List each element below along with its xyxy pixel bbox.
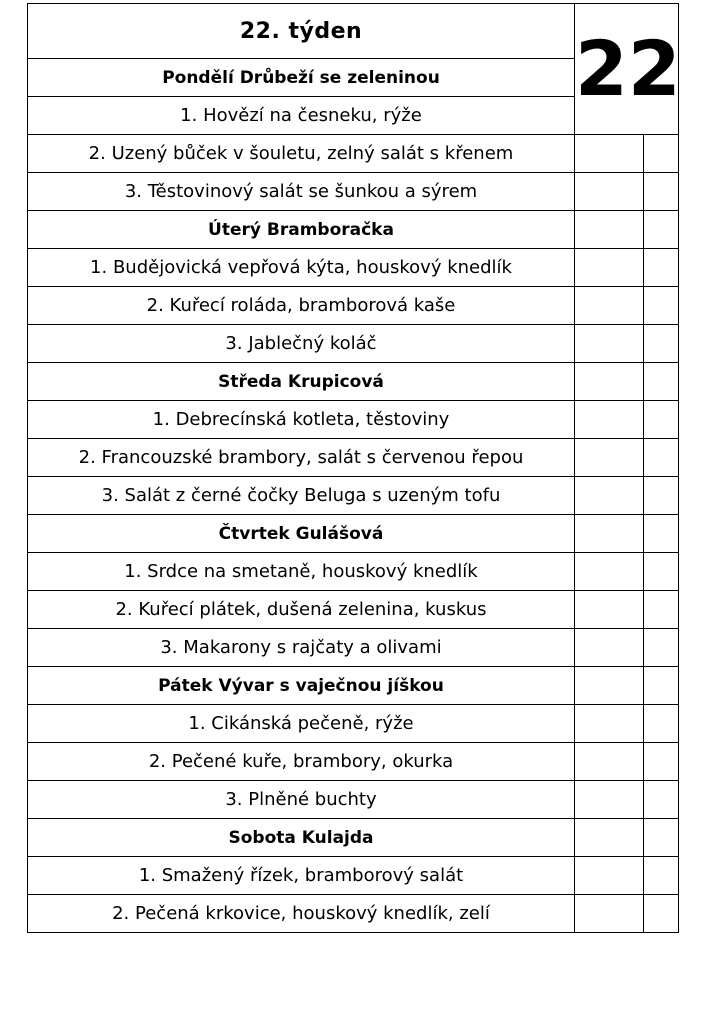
check-cell [575,705,644,743]
check-cell [644,591,679,629]
meal-item: 1. Hovězí na česneku, rýže [28,97,575,135]
day-heading: Čtvrtek Gulášová [28,515,575,553]
check-cell [575,553,644,591]
check-cell [644,401,679,439]
meal-item: 3. Makarony s rajčaty a olivami [28,629,575,667]
meal-item: 1. Srdce na smetaně, houskový knedlík [28,553,575,591]
day-row [28,363,679,401]
title-row [28,4,679,59]
check-cell [575,325,644,363]
check-cell [575,173,644,211]
check-cell [644,895,679,933]
meal-item: 1. Debrecínská kotleta, těstoviny [28,401,575,439]
check-cell [575,667,644,705]
day-heading: Sobota Kulajda [28,819,575,857]
check-cell [575,249,644,287]
day-row [28,667,679,705]
check-cell [575,857,644,895]
meal-item: 1. Budějovická vepřová kýta, houskový knedlík [28,249,575,287]
meal-row [28,325,679,363]
check-cell [575,135,644,173]
meal-item: 2. Kuřecí plátek, dušená zelenina, kuskus [28,591,575,629]
meal-row [28,439,679,477]
check-cell [575,895,644,933]
meal-row [28,173,679,211]
check-cell [644,135,679,173]
check-cell [575,591,644,629]
check-cell [644,249,679,287]
day-row [28,819,679,857]
check-cell [644,325,679,363]
check-cell [575,211,644,249]
meal-item: 2. Uzený bůček v šouletu, zelný salát s křenem [28,135,575,173]
meal-row [28,135,679,173]
check-cell [575,629,644,667]
meal-item: 2. Kuřecí roláda, bramborová kaše [28,287,575,325]
meal-row [28,857,679,895]
check-cell [575,401,644,439]
check-cell [644,781,679,819]
check-cell [575,287,644,325]
meal-row [28,287,679,325]
meal-row [28,629,679,667]
meal-item: 3. Salát z černé čočky Beluga s uzeným tofu [28,477,575,515]
meal-row [28,781,679,819]
meal-item: 2. Pečená krkovice, houskový knedlík, zelí [28,895,575,933]
check-cell [575,781,644,819]
check-cell [644,363,679,401]
check-cell [575,743,644,781]
check-cell [644,439,679,477]
check-cell [644,629,679,667]
day-heading: Úterý Bramboračka [28,211,575,249]
meal-item: 2. Francouzské brambory, salát s červenou řepou [28,439,575,477]
meal-item: 1. Smažený řízek, bramborový salát [28,857,575,895]
check-cell [644,173,679,211]
check-cell [644,857,679,895]
check-cell [644,211,679,249]
day-row [28,515,679,553]
meal-item: 3. Těstovinový salát se šunkou a sýrem [28,173,575,211]
meal-row [28,743,679,781]
meal-row [28,249,679,287]
day-heading: Pondělí Drůbeží se zeleninou [28,59,575,97]
week-number: 22 [575,4,679,135]
meal-item: 3. Jablečný koláč [28,325,575,363]
weekly-menu-table [27,3,679,933]
meal-row [28,591,679,629]
check-cell [644,667,679,705]
check-cell [644,743,679,781]
check-cell [644,819,679,857]
check-cell [644,477,679,515]
check-cell [644,287,679,325]
meal-item: 1. Cikánská pečeně, rýže [28,705,575,743]
check-cell [575,477,644,515]
meal-row [28,553,679,591]
week-title: 22. týden [28,4,575,59]
check-cell [575,363,644,401]
check-cell [644,553,679,591]
check-cell [644,705,679,743]
meal-row [28,477,679,515]
check-cell [575,439,644,477]
day-heading: Pátek Vývar s vaječnou jíškou [28,667,575,705]
check-cell [644,515,679,553]
check-cell [575,819,644,857]
menu-table-body [28,4,679,933]
meal-row [28,401,679,439]
meal-item: 3. Plněné buchty [28,781,575,819]
day-row [28,211,679,249]
check-cell [575,515,644,553]
menu-sheet [27,3,681,969]
meal-row [28,895,679,933]
meal-item: 2. Pečené kuře, brambory, okurka [28,743,575,781]
day-heading: Středa Krupicová [28,363,575,401]
meal-row [28,705,679,743]
